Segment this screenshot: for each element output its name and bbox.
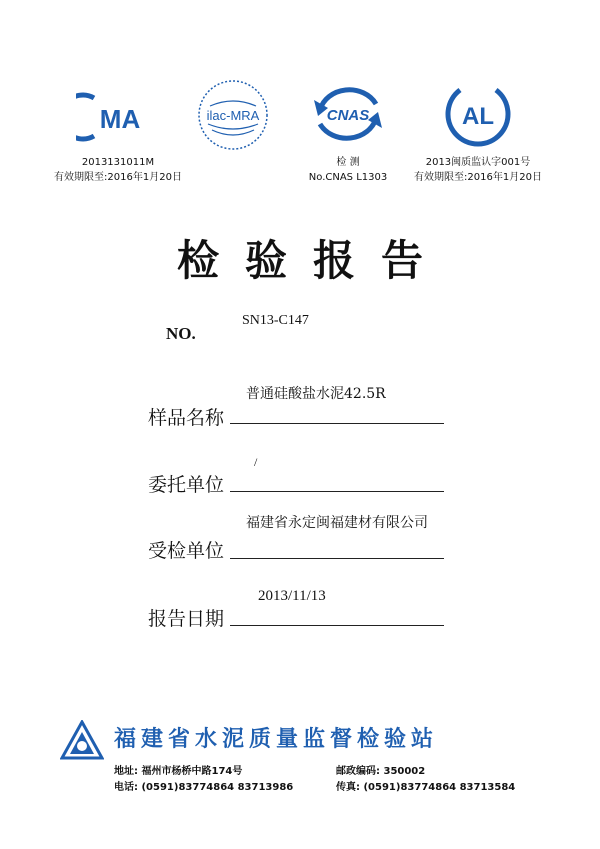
report-date-value: 2013/11/13 <box>258 588 326 604</box>
phone: 电话: (0591)83774864 83713986 <box>114 782 294 793</box>
inspected-unit-underline <box>230 558 444 559</box>
sample-name-label: 样品名称 <box>148 407 225 429</box>
station-logo-icon <box>60 720 104 760</box>
ilac-logo-text: ilac-MRA <box>206 108 260 123</box>
client-value: / <box>254 455 258 469</box>
report-no-value: SN13-C147 <box>242 313 309 328</box>
cnas-line1: 检 测 <box>336 157 360 168</box>
inspected-unit-value: 福建省永定闽福建材有限公司 <box>246 515 428 531</box>
cal-code: 2013闽质监认字001号 <box>425 157 531 168</box>
inspected-unit-label: 受检单位 <box>148 540 225 562</box>
cma-code: 2013131011M <box>81 157 155 168</box>
cnas-line2: No.CNAS L1303 <box>308 172 388 183</box>
cal-logo-text: AL <box>462 103 494 130</box>
cnas-logo-text: CNAS <box>326 107 370 124</box>
cal-logo-icon <box>440 82 516 148</box>
report-date-underline <box>230 625 444 626</box>
cma-logo-text: MA <box>99 104 141 134</box>
report-no-label: NO. <box>166 324 196 343</box>
address: 地址: 福州市杨桥中路174号 <box>114 766 243 777</box>
cal-validity: 有效期限至:2016年1月20日 <box>414 172 542 183</box>
report-date-label: 报告日期 <box>148 608 225 630</box>
station-name: 福建省水泥质量监督检验站 <box>114 727 439 752</box>
postal-code: 邮政编码: 350002 <box>336 766 426 777</box>
client-label: 委托单位 <box>148 474 225 496</box>
cma-validity: 有效期限至:2016年1月20日 <box>54 172 182 183</box>
sample-name-underline <box>230 423 444 424</box>
report-title: 检验报告 <box>176 236 449 285</box>
cnas-logo-icon <box>308 82 388 146</box>
fax: 传真: (0591)83774864 83713584 <box>336 782 516 793</box>
sample-name-value: 普通硅酸盐水泥42.5R <box>246 386 386 402</box>
cma-logo-icon <box>76 88 158 146</box>
client-underline <box>230 491 444 492</box>
ilac-mra-logo-icon <box>196 78 270 152</box>
